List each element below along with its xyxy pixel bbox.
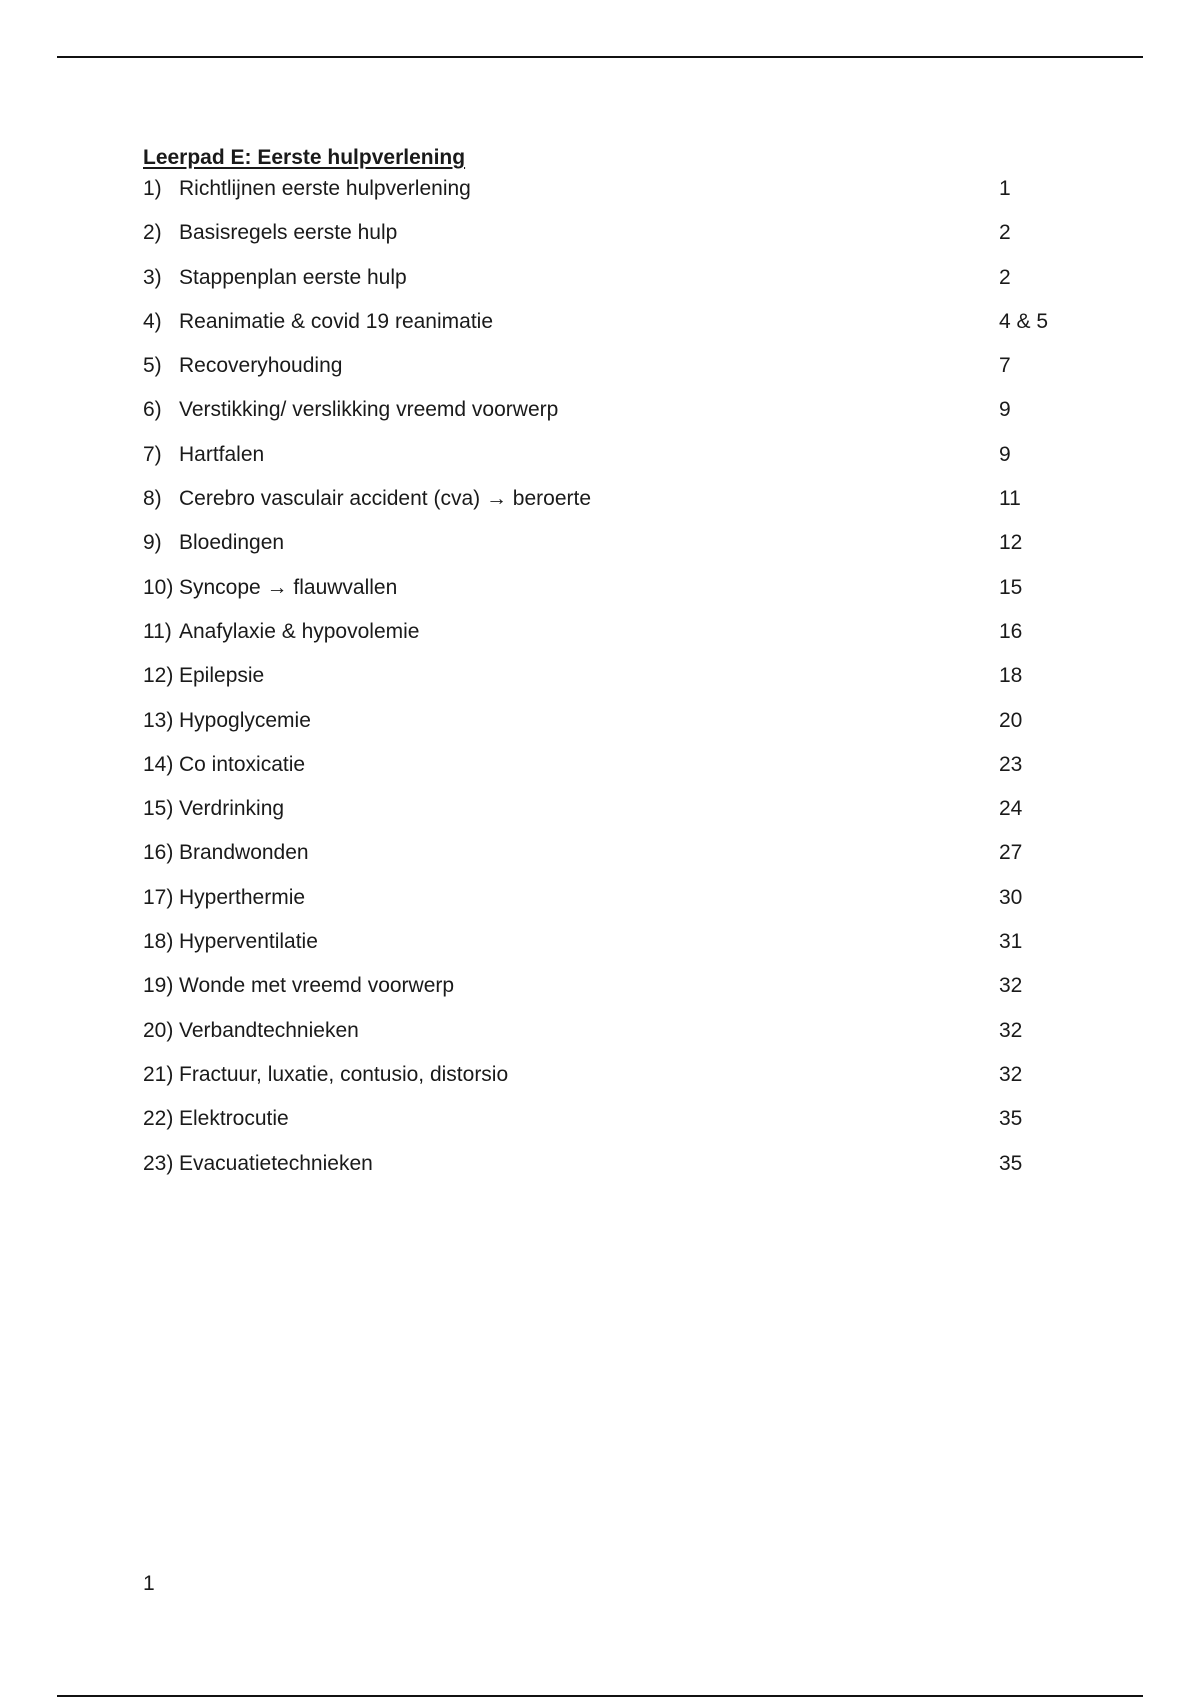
toc-entry-number: 20) (143, 1018, 174, 1042)
toc-entry-label: Epilepsie (179, 664, 265, 688)
toc-entry-page: 2 (999, 265, 1011, 289)
toc-entry-label: Wonde met vreemd voorwerp (179, 974, 455, 998)
toc-entry (143, 661, 1093, 705)
toc-entry-label: Evacuatietechnieken (179, 1151, 373, 1175)
toc-entry-page: 15 (999, 575, 1023, 599)
toc-entry-page: 35 (999, 1151, 1023, 1175)
toc-entry-page: 12 (999, 531, 1023, 555)
toc-entry-label: Basisregels eerste hulp (179, 221, 398, 245)
toc-entry (143, 573, 1093, 617)
toc-entry (143, 883, 1093, 927)
table-of-contents (143, 174, 1093, 1193)
toc-entry-number: 11) (143, 619, 172, 643)
toc-entry (143, 838, 1093, 882)
toc-entry-page: 20 (999, 708, 1023, 732)
toc-entry (143, 218, 1093, 262)
toc-entry-label: Verstikking/ verslikking vreemd voorwerp (179, 398, 559, 422)
toc-entry-number: 8) (143, 487, 162, 511)
toc-entry-page: 31 (999, 930, 1023, 954)
toc-entry (143, 1104, 1093, 1148)
toc-entry (143, 351, 1093, 395)
toc-entry-number: 22) (143, 1107, 174, 1131)
toc-entry-number: 13) (143, 708, 174, 732)
toc-entry-number: 9) (143, 531, 162, 555)
toc-entry (143, 263, 1093, 307)
toc-entry-label: Recoveryhouding (179, 354, 343, 378)
toc-entry-number: 12) (143, 664, 174, 688)
toc-entry-label: Bloedingen (179, 531, 285, 555)
toc-entry-number: 17) (143, 885, 174, 909)
toc-entry-page: 30 (999, 885, 1023, 909)
toc-entry-number: 6) (143, 398, 162, 422)
toc-entry (143, 395, 1093, 439)
toc-entry-page: 32 (999, 1062, 1023, 1086)
toc-entry-label: Brandwonden (179, 841, 309, 865)
toc-entry-label: Verbandtechnieken (179, 1018, 359, 1042)
toc-entry-page: 7 (999, 354, 1011, 378)
toc-entry-number: 23) (143, 1151, 174, 1175)
toc-entry (143, 1149, 1093, 1193)
toc-entry (143, 1016, 1093, 1060)
toc-entry-page: 2 (999, 221, 1011, 245)
toc-entry-page: 16 (999, 619, 1023, 643)
toc-entry-page: 24 (999, 797, 1023, 821)
toc-entry-page: 32 (999, 1018, 1023, 1042)
toc-entry-label: Anafylaxie & hypovolemie (179, 619, 420, 643)
toc-entry-label: Verdrinking (179, 797, 285, 821)
toc-entry (143, 174, 1093, 218)
toc-entry (143, 528, 1093, 572)
toc-entry-number: 5) (143, 354, 162, 378)
toc-entry-label: Hypoglycemie (179, 708, 311, 732)
toc-entry (143, 750, 1093, 794)
toc-entry (143, 1060, 1093, 1104)
toc-entry (143, 307, 1093, 351)
toc-entry (143, 971, 1093, 1015)
toc-entry (143, 927, 1093, 971)
toc-entry-number: 2) (143, 221, 162, 245)
toc-entry-number: 16) (143, 841, 174, 865)
page-number: 1 (143, 1572, 155, 1595)
toc-entry-page: 4 & 5 (999, 309, 1049, 333)
toc-entry-page: 18 (999, 664, 1023, 688)
toc-entry-label: Cerebro vasculair accident (cva) → beroerte (179, 487, 592, 511)
toc-entry (143, 617, 1093, 661)
toc-entry-label: Reanimatie & covid 19 reanimatie (179, 309, 493, 333)
toc-entry-label: Hartfalen (179, 442, 265, 466)
toc-entry-page: 32 (999, 974, 1023, 998)
toc-entry-page: 1 (999, 177, 1011, 200)
toc-entry (143, 794, 1093, 838)
footer-rule (57, 1695, 1143, 1697)
document-title: Leerpad E: Eerste hulpverlening (143, 146, 466, 169)
toc-entry-page: 9 (999, 398, 1011, 422)
toc-entry-number: 14) (143, 752, 174, 776)
toc-entry-label: Elektrocutie (179, 1107, 289, 1131)
header-rule (57, 56, 1143, 58)
toc-entry-number: 21) (143, 1062, 174, 1086)
toc-entry-label: Syncope → flauwvallen (179, 575, 398, 599)
toc-entry-number: 4) (143, 309, 162, 333)
toc-entry-page: 11 (999, 487, 1021, 511)
toc-entry-page: 35 (999, 1107, 1023, 1131)
toc-entry (143, 706, 1093, 750)
toc-entry-number: 18) (143, 930, 174, 954)
toc-entry (143, 440, 1093, 484)
toc-entry-page: 23 (999, 752, 1023, 776)
toc-entry-number: 3) (143, 265, 162, 289)
toc-entry-label: Stappenplan eerste hulp (179, 265, 407, 289)
toc-entry-page: 9 (999, 442, 1011, 466)
toc-entry-label: Hyperthermie (179, 885, 306, 909)
toc-entry-label: Fractuur, luxatie, contusio, distorsio (179, 1062, 509, 1086)
toc-entry-label: Richtlijnen eerste hulpverlening (179, 177, 471, 200)
toc-entry-label: Co intoxicatie (179, 752, 306, 776)
toc-entry (143, 484, 1093, 528)
toc-entry-number: 10) (143, 575, 174, 599)
toc-entry-number: 7) (143, 442, 162, 466)
toc-entry-page: 27 (999, 841, 1023, 865)
toc-entry-number: 15) (143, 797, 174, 821)
toc-entry-number: 1) (143, 177, 162, 200)
toc-entry-number: 19) (143, 974, 174, 998)
toc-entry-label: Hyperventilatie (179, 930, 318, 954)
